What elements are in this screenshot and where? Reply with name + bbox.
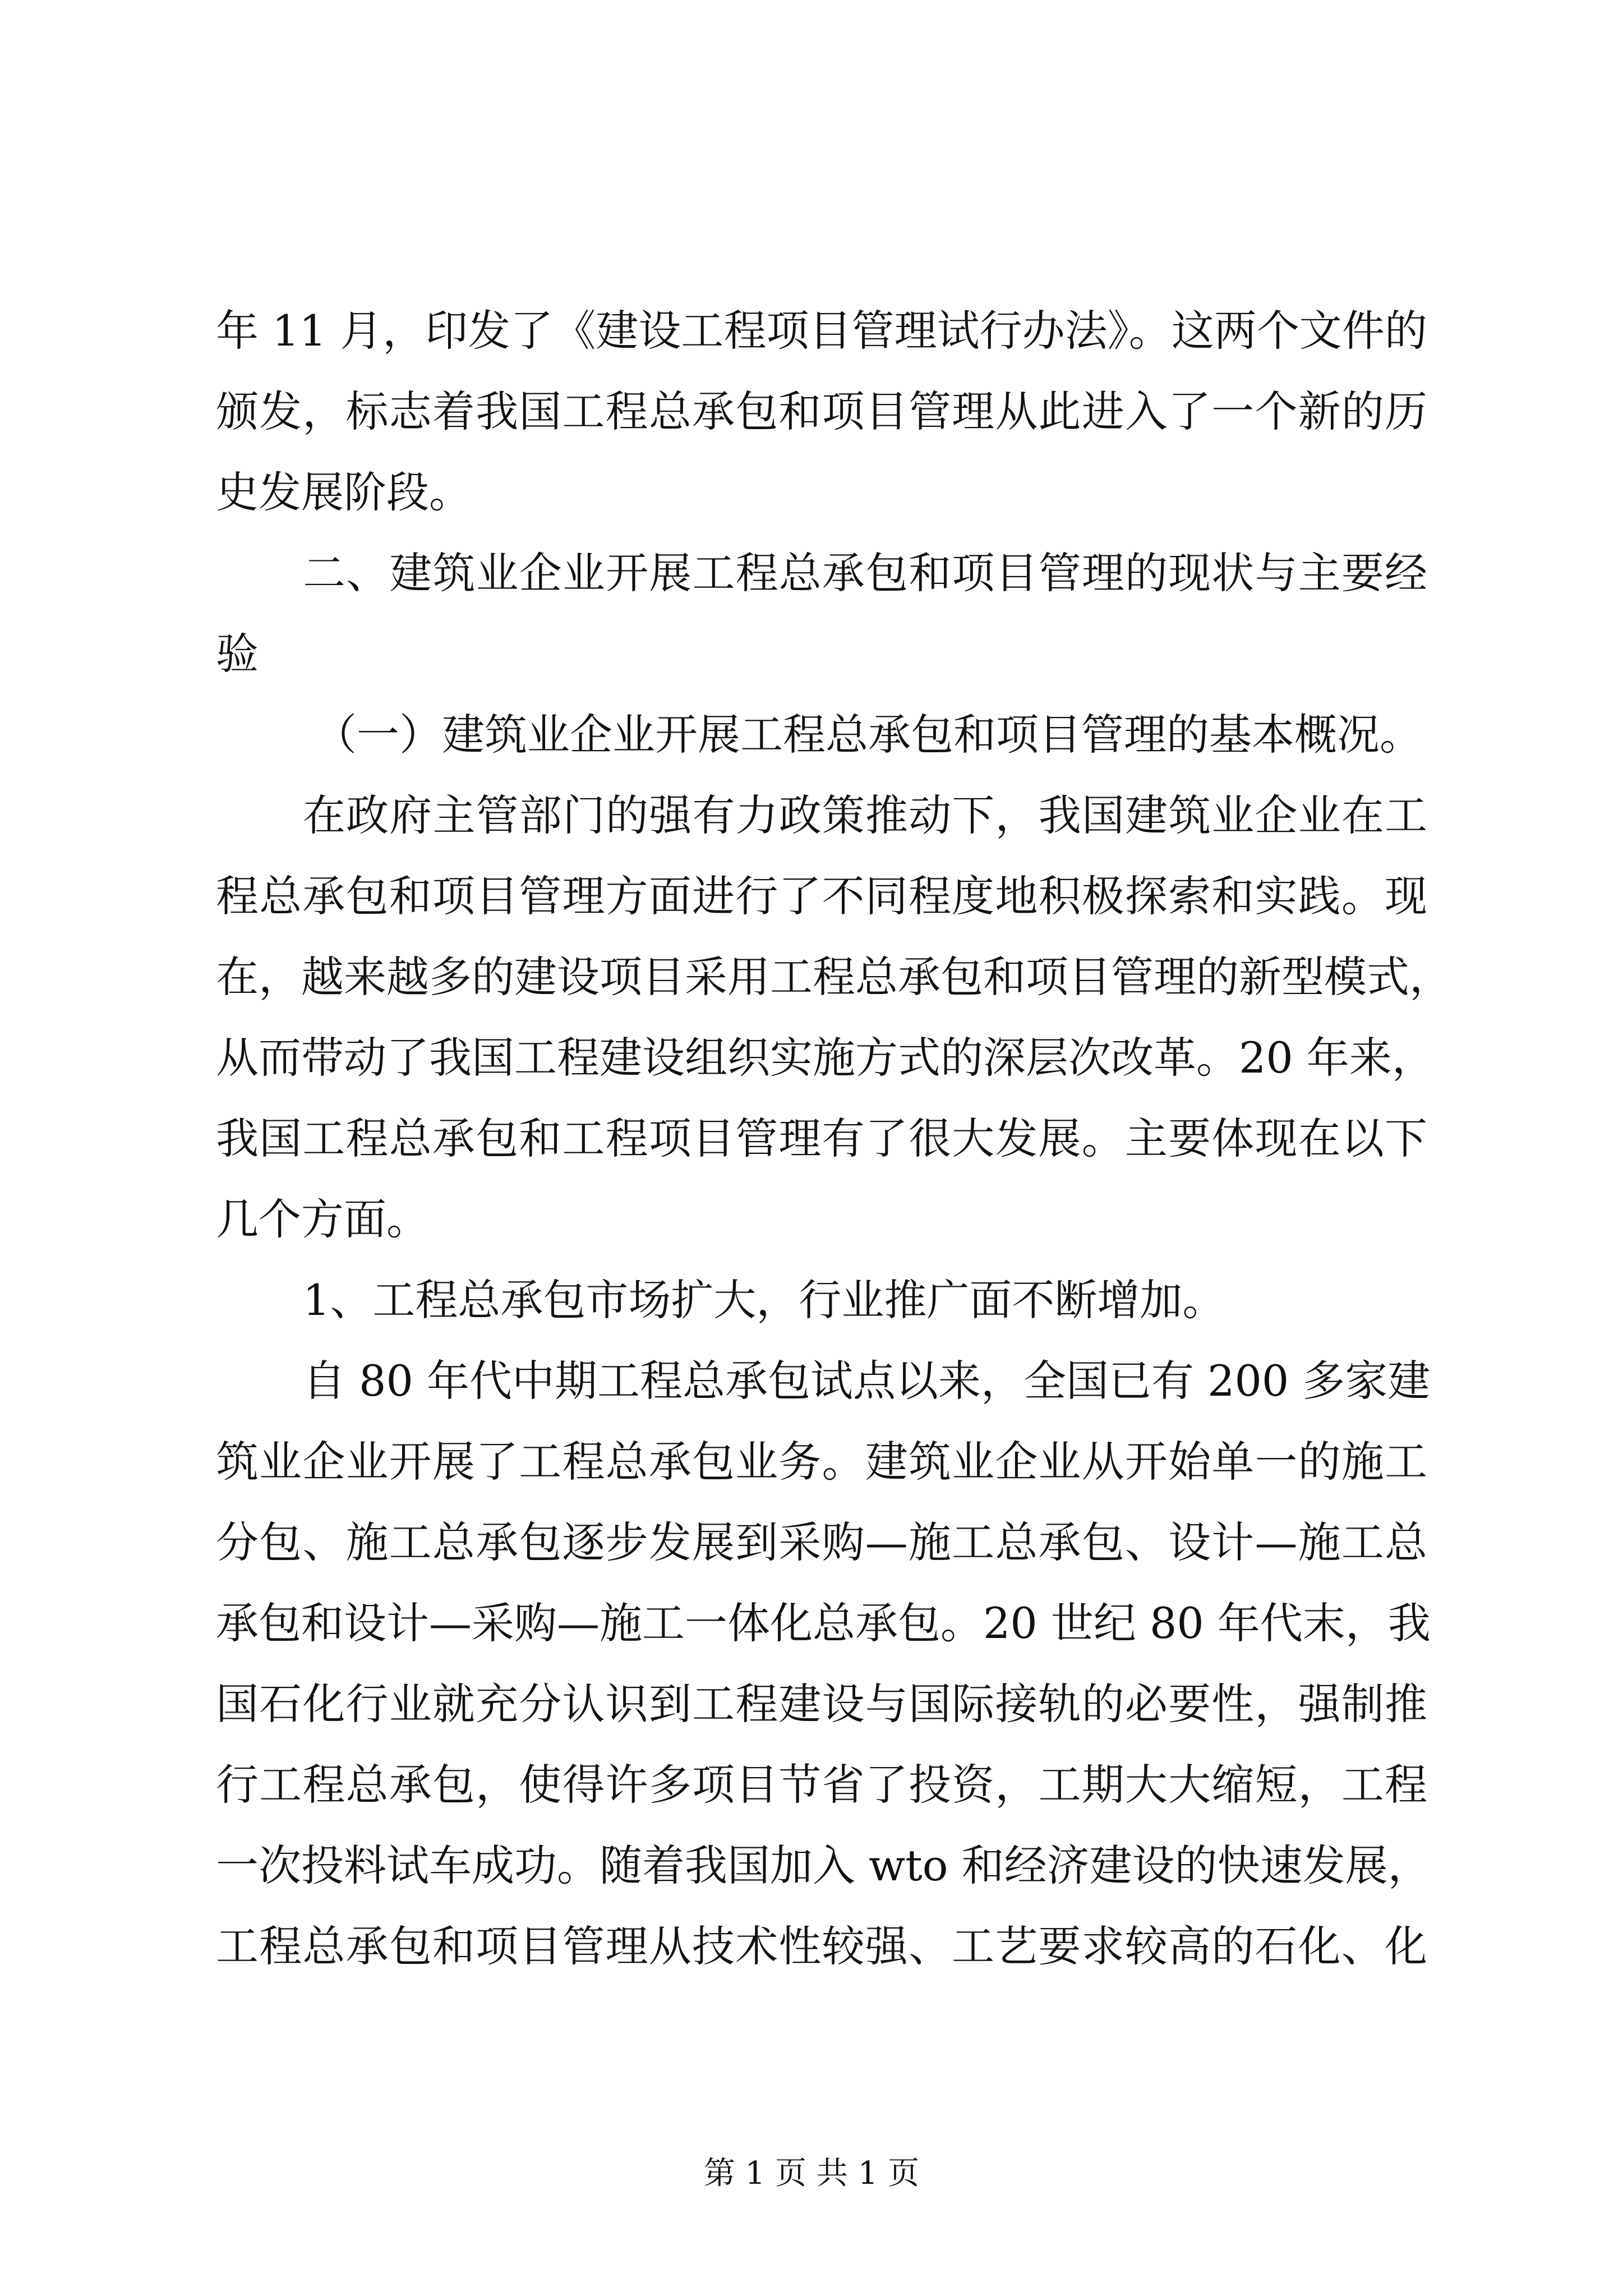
paragraph-line: 筑业企业开展了工程总承包业务。建筑业企业从开始单一的施工: [216, 1437, 1427, 1487]
subsection-heading: （一）建筑业企业开展工程总承包和项目管理的基本概况。: [314, 710, 1422, 760]
paragraph-line: 承包和设计—采购—施工一体化总承包。20 世纪 80 年代末，我: [216, 1598, 1431, 1648]
paragraph-line: 颁发，标志着我国工程总承包和项目管理从此进入了一个新的历: [216, 386, 1427, 436]
paragraph-line: 在政府主管部门的强有力政策推动下，我国建筑业企业在工: [303, 790, 1427, 840]
paragraph-line: 一次投料试车成功。随着我国加入 wto 和经济建设的快速发展，: [216, 1841, 1431, 1890]
paragraph-line: 在，越来越多的建设项目采用工程总承包和项目管理的新型模式，: [216, 952, 1452, 1002]
paragraph-line: 我国工程总承包和工程项目管理有了很大发展。主要体现在以下: [216, 1114, 1427, 1163]
section-heading-line: 二、建筑业企业开展工程总承包和项目管理的现状与主要经: [303, 548, 1427, 598]
paragraph-line: 国石化行业就充分认识到工程建设与国际接轨的必要性，强制推: [216, 1679, 1427, 1729]
paragraph-line: 年 11 月，印发了《建设工程项目管理试行办法》。这两个文件的: [216, 306, 1427, 356]
paragraph-line: 行工程总承包，使得许多项目节省了投资，工期大大缩短，工程: [216, 1760, 1427, 1810]
paragraph-line: 程总承包和项目管理方面进行了不同程度地积极探索和实践。现: [216, 871, 1427, 921]
page-footer: 第 1 页 共 1 页: [703, 2155, 920, 2192]
paragraph-line: 史发展阶段。: [216, 467, 472, 517]
section-heading-line: 验: [216, 629, 259, 679]
paragraph-line: 分包、施工总承包逐步发展到采购—施工总承包、设计—施工总: [216, 1517, 1427, 1567]
paragraph-line: 工程总承包和项目管理从技术性较强、工艺要求较高的石化、化: [216, 1921, 1427, 1971]
paragraph-line: 从而带动了我国工程建设组织实施方式的深层次改革。20 年来，: [216, 1033, 1435, 1083]
list-item-heading: 1、工程总承包市场扩大，行业推广面不断增加。: [303, 1275, 1225, 1325]
paragraph-line: 几个方面。: [216, 1194, 429, 1244]
paragraph-line: 自 80 年代中期工程总承包试点以来，全国已有 200 多家建: [303, 1356, 1431, 1406]
